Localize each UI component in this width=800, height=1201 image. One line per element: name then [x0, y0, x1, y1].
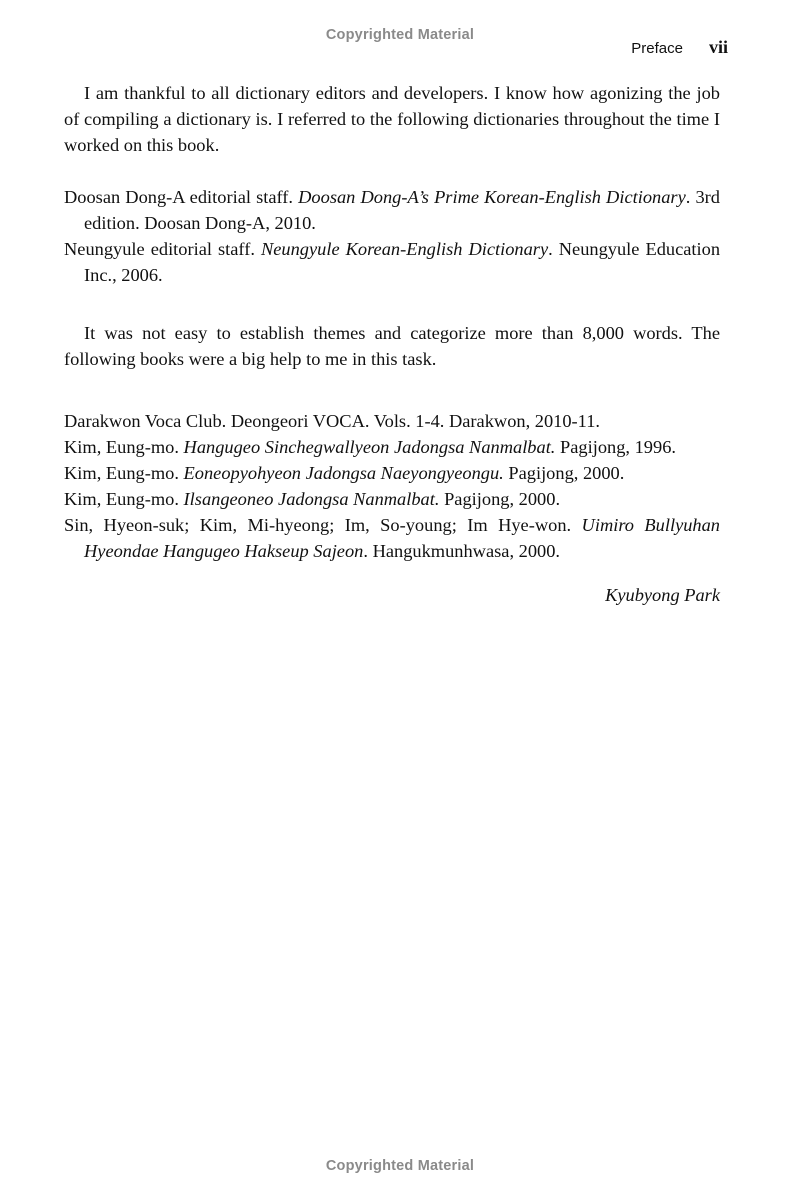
reference-authors: Kim, Eung-mo.	[64, 463, 179, 483]
reference-title: Uimiro Bullyuhan Hyeondae Hangugeo Hakseup Sajeon	[84, 515, 721, 561]
reference-details: . 3rd edition. Doosan Dong-A, 2010.	[84, 187, 720, 233]
book-reference	[64, 460, 720, 486]
reference-authors: Kim, Eung-mo.	[64, 437, 179, 457]
intro-paragraph: I am thankful to all dictionary editors and developers. I know how agonizing the job of compiling a dictionary is. I referred to the following dictionaries throughout the time I worked on this book.	[64, 83, 720, 155]
reference-details: Pagijong, 2000.	[444, 489, 561, 509]
reference-details: . Neungyule Education Inc., 2006.	[84, 239, 721, 285]
reference-authors: Sin, Hyeon-suk; Kim, Mi-hyeong; Im, So-young; Im Hye-won.	[64, 515, 572, 535]
themes-paragraph: It was not easy to establish themes and categorize more than 8,000 words. The following books were a big help to me in this task.	[64, 323, 720, 369]
reference-details: Pagijong, 1996.	[560, 437, 676, 457]
reference-title: Hangugeo Sinchegwallyeon Jadongsa Nanmalbat.	[183, 437, 556, 457]
reference-title: Eoneopyohyeon Jadongsa Naeyongyeongu.	[183, 463, 504, 483]
reference-authors: Darakwon Voca Club. Deongeori VOCA. Vols. 1-4. Darakwon, 2010-11.	[64, 411, 600, 431]
reference-authors: Doosan Dong-A editorial staff.	[64, 187, 294, 207]
dictionary-list	[64, 184, 720, 288]
book-reference	[64, 512, 720, 564]
running-header	[631, 37, 728, 58]
author-signature: Kyubyong Park	[605, 585, 720, 605]
book-reference	[64, 408, 720, 434]
dictionary-reference	[64, 184, 720, 236]
reference-title: Ilsangeoneo Jadongsa Nanmalbat.	[183, 489, 440, 509]
copyright-watermark-bottom: Copyrighted Material	[325, 1158, 475, 1174]
reference-authors: Neungyule editorial staff.	[64, 239, 255, 259]
book-reference	[64, 486, 720, 512]
page-body	[64, 80, 720, 608]
book-reference	[64, 434, 720, 460]
book-list	[64, 408, 720, 564]
reference-details: . Hangukmunhwasa, 2000.	[363, 541, 561, 561]
dictionary-reference	[64, 236, 720, 288]
copyright-watermark-top: Copyrighted Material	[325, 27, 475, 43]
section-title: Preface	[631, 40, 683, 57]
reference-title: Neungyule Korean-English Dictionary	[260, 239, 549, 259]
reference-details: Pagijong, 2000.	[508, 463, 625, 483]
reference-authors: Kim, Eung-mo.	[64, 489, 179, 509]
page-number: vii	[708, 37, 728, 57]
reference-title: Doosan Dong-A’s Prime Korean-English Dictionary	[298, 187, 686, 207]
